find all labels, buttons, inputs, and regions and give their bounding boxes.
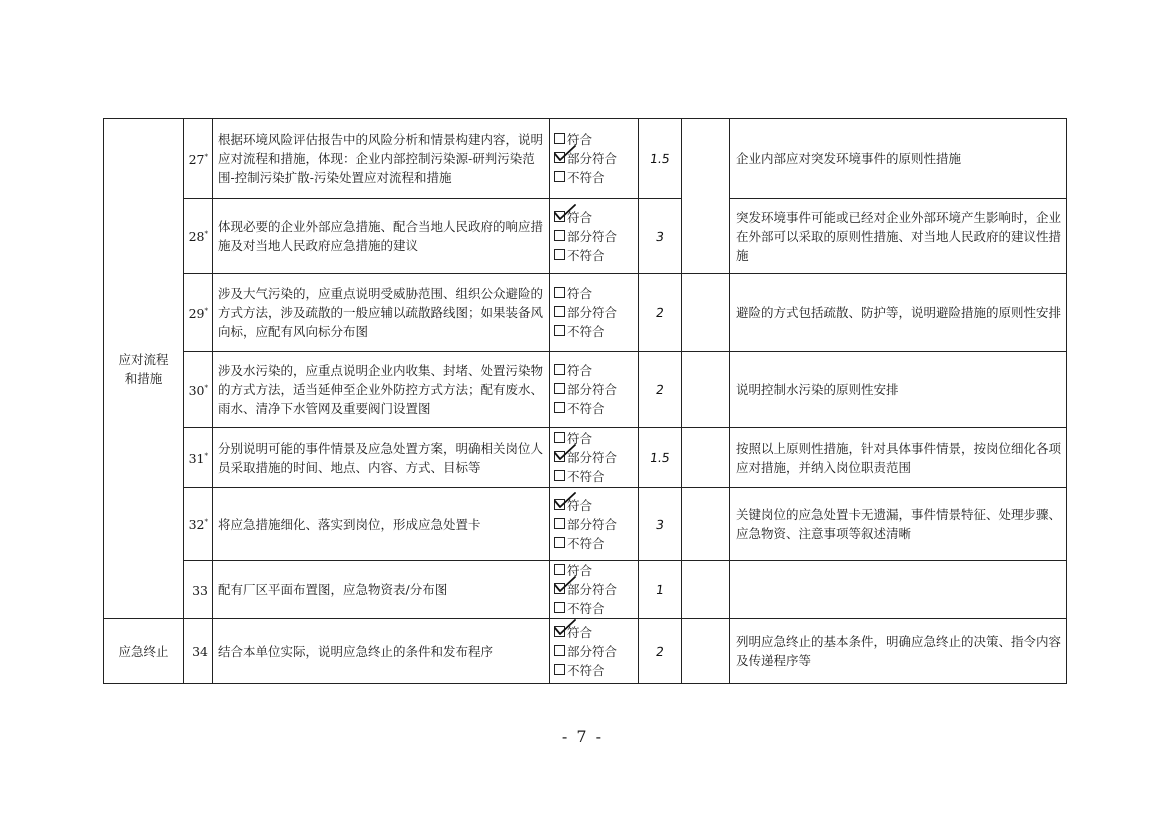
score-cell bbox=[639, 274, 682, 352]
option-label: 不符合 bbox=[567, 247, 605, 263]
option-item bbox=[554, 642, 638, 661]
option-item bbox=[554, 515, 638, 534]
option-label: 部分符合 bbox=[567, 228, 618, 244]
blank-cell bbox=[682, 352, 730, 428]
item-number: 29 bbox=[188, 306, 205, 322]
item-number-marker: * bbox=[204, 518, 208, 527]
option-item bbox=[554, 580, 638, 599]
item-number-cell bbox=[184, 274, 213, 352]
requirement-cell bbox=[213, 199, 550, 274]
table-row bbox=[104, 488, 1067, 561]
handwritten-score: 1.5 bbox=[648, 151, 671, 166]
table-row bbox=[104, 619, 1067, 684]
checkbox[interactable] bbox=[554, 383, 565, 394]
note-text: 避险的方式包括疏散、防护等，说明避险措施的原则性安排 bbox=[736, 305, 1062, 320]
option-label: 不符合 bbox=[567, 401, 605, 416]
handwritten-score: 2 bbox=[654, 305, 666, 320]
options-cell bbox=[550, 199, 639, 274]
item-number: 34 bbox=[192, 644, 208, 660]
blank-cell bbox=[682, 561, 730, 619]
note-cell bbox=[730, 274, 1067, 352]
option-item bbox=[554, 380, 638, 399]
item-number: 31 bbox=[188, 451, 205, 467]
table-row bbox=[104, 428, 1067, 488]
option-label: 部分符合 bbox=[567, 516, 618, 532]
option-item bbox=[554, 361, 638, 380]
checkbox[interactable] bbox=[554, 537, 565, 548]
requirement-cell bbox=[213, 274, 550, 352]
option-label: 部分符合 bbox=[567, 382, 618, 397]
option-label: 部分符合 bbox=[567, 151, 618, 166]
option-item bbox=[554, 227, 638, 246]
handwritten-score: 2 bbox=[654, 382, 666, 397]
checked-checkbox[interactable] bbox=[554, 583, 565, 594]
option-item bbox=[554, 399, 638, 418]
requirement-text: 体现必要的企业外部应急措施、配合当地人民政府的响应措施及对当地人民政府应急措施的建议 bbox=[218, 219, 544, 253]
note-text: 企业内部应对突发环境事件的原则性措施 bbox=[736, 151, 962, 166]
requirement-cell bbox=[213, 488, 550, 561]
item-number-marker: * bbox=[204, 383, 208, 392]
option-item bbox=[554, 246, 638, 265]
handwritten-score: 1.5 bbox=[648, 450, 671, 465]
item-number: 27 bbox=[188, 152, 205, 168]
options-cell bbox=[550, 428, 639, 488]
option-label: 符合 bbox=[567, 132, 593, 147]
item-number-marker: * bbox=[204, 451, 208, 460]
note-cell bbox=[730, 428, 1067, 488]
option-item bbox=[554, 284, 638, 303]
checkbox[interactable] bbox=[554, 470, 565, 481]
requirement-text: 分别说明可能的事件情景及应急处置方案，明确相关岗位人员采取措施的时间、地点、内容、方式、目标等 bbox=[218, 440, 544, 475]
requirement-cell bbox=[213, 561, 550, 619]
page-number: - 7 - bbox=[561, 727, 604, 746]
options-cell bbox=[550, 619, 639, 684]
item-number: 30 bbox=[188, 383, 205, 399]
option-item bbox=[554, 623, 638, 642]
note-cell bbox=[730, 199, 1067, 274]
score-cell bbox=[639, 199, 682, 274]
item-number-cell bbox=[184, 561, 213, 619]
checked-checkbox[interactable] bbox=[554, 152, 565, 163]
note-text: 按照以上原则性措施，针对具体事件情景，按岗位细化各项应对措施，并纳入岗位职责范围 bbox=[736, 440, 1062, 475]
checked-checkbox[interactable] bbox=[554, 211, 565, 222]
option-label: 部分符合 bbox=[567, 305, 618, 320]
checkbox[interactable] bbox=[554, 287, 565, 298]
item-number-marker: * bbox=[204, 152, 208, 161]
checkbox[interactable] bbox=[554, 602, 565, 613]
checkbox[interactable] bbox=[554, 133, 565, 144]
option-label: 符合 bbox=[567, 363, 593, 378]
requirement-text: 涉及大气污染的，应重点说明受威胁范围、组织公众避险的方式方法，涉及疏散的一般应辅以疏散路线图；如果装备风向标，应配有风向标分布图 bbox=[218, 286, 544, 339]
note-text: 列明应急终止的基本条件，明确应急终止的决策、指令内容及传递程序等 bbox=[736, 634, 1062, 668]
note-cell bbox=[730, 488, 1067, 561]
option-label: 符合 bbox=[567, 209, 593, 225]
table-row bbox=[104, 274, 1067, 352]
score-cell bbox=[639, 119, 682, 199]
option-item bbox=[554, 467, 638, 486]
options-cell bbox=[550, 274, 639, 352]
checkbox[interactable] bbox=[554, 402, 565, 413]
checkbox[interactable] bbox=[554, 249, 565, 260]
checkbox[interactable] bbox=[554, 645, 565, 656]
requirement-cell bbox=[213, 428, 550, 488]
requirement-cell bbox=[213, 119, 550, 199]
note-text: 突发环境事件可能或已经对企业外部环境产生影响时，企业在外部可以采取的原则性措施、对当地人民政府的建议性措施 bbox=[736, 209, 1062, 263]
item-number: 33 bbox=[192, 583, 208, 599]
blank-cell bbox=[682, 488, 730, 561]
option-label: 符合 bbox=[567, 624, 593, 640]
score-cell bbox=[639, 488, 682, 561]
options-cell bbox=[550, 119, 639, 199]
options-cell bbox=[550, 488, 639, 561]
item-number-marker: * bbox=[204, 306, 208, 315]
option-label: 部分符合 bbox=[567, 450, 618, 465]
option-label: 不符合 bbox=[567, 324, 605, 339]
option-label: 符合 bbox=[567, 431, 593, 446]
category-cell bbox=[104, 119, 184, 619]
option-label: 不符合 bbox=[567, 170, 605, 185]
option-item bbox=[554, 322, 638, 341]
option-item bbox=[554, 534, 638, 553]
requirement-cell bbox=[213, 619, 550, 684]
options-cell bbox=[550, 352, 639, 428]
category-cell bbox=[104, 619, 184, 684]
blank-cell bbox=[682, 619, 730, 684]
note-text: 关键岗位的应急处置卡无遗漏，事件情景特征、处理步骤、应急物资、注意事项等叙述清晰 bbox=[736, 507, 1062, 541]
option-label: 不符合 bbox=[567, 535, 605, 551]
item-number-cell bbox=[184, 428, 213, 488]
option-item bbox=[554, 168, 638, 187]
score-cell bbox=[639, 428, 682, 488]
checkbox[interactable] bbox=[554, 306, 565, 317]
option-item bbox=[554, 208, 638, 227]
table-row bbox=[104, 352, 1067, 428]
note-cell bbox=[730, 352, 1067, 428]
checkbox[interactable] bbox=[554, 432, 565, 443]
table-row bbox=[104, 561, 1067, 619]
option-label: 符合 bbox=[567, 563, 593, 578]
handwritten-score: 1 bbox=[654, 582, 666, 597]
option-item bbox=[554, 149, 638, 168]
option-label: 符合 bbox=[567, 286, 593, 301]
checkbox[interactable] bbox=[554, 664, 565, 675]
handwritten-score: 3 bbox=[654, 516, 666, 532]
score-cell bbox=[639, 561, 682, 619]
checked-checkbox[interactable] bbox=[554, 626, 565, 637]
option-label: 部分符合 bbox=[567, 643, 618, 659]
blank-cell bbox=[682, 119, 730, 274]
option-item bbox=[554, 661, 638, 680]
requirement-text: 结合本单位实际，说明应急终止的条件和发布程序 bbox=[218, 643, 494, 659]
item-number: 32 bbox=[188, 517, 205, 533]
requirement-text: 根据环境风险评估报告中的风险分析和情景构建内容，说明应对流程和措施，体现：企业内部控制污染源-研判污染范围-控制污染扩散-污染处置应对流程和措施 bbox=[218, 132, 544, 185]
note-cell bbox=[730, 119, 1067, 199]
table-row bbox=[104, 199, 1067, 274]
option-item bbox=[554, 496, 638, 515]
checked-checkbox[interactable] bbox=[554, 451, 565, 462]
checkbox[interactable] bbox=[554, 364, 565, 375]
checkbox[interactable] bbox=[554, 564, 565, 575]
category-label: 应急终止 bbox=[118, 643, 169, 659]
item-number-cell bbox=[184, 352, 213, 428]
item-number-cell bbox=[184, 619, 213, 684]
note-cell bbox=[730, 561, 1067, 619]
requirement-cell bbox=[213, 352, 550, 428]
item-number: 28 bbox=[188, 229, 205, 245]
note-text: 说明控制水污染的原则性安排 bbox=[736, 382, 899, 397]
option-item bbox=[554, 599, 638, 618]
item-number-marker: * bbox=[204, 230, 208, 239]
requirement-text: 配有厂区平面布置图，应急物资表/分布图 bbox=[218, 582, 448, 597]
checked-checkbox[interactable] bbox=[554, 499, 565, 510]
option-label: 符合 bbox=[567, 497, 593, 513]
score-cell bbox=[639, 352, 682, 428]
checkbox[interactable] bbox=[554, 325, 565, 336]
checkbox[interactable] bbox=[554, 518, 565, 529]
requirement-text: 将应急措施细化、落实到岗位，形成应急处置卡 bbox=[218, 516, 481, 532]
item-number-cell bbox=[184, 199, 213, 274]
option-label: 不符合 bbox=[567, 662, 605, 678]
requirement-text: 涉及水污染的，应重点说明企业内收集、封堵、处置污染物的方式方法，适当延伸至企业外防控方式方法；配有废水、雨水、清净下水管网及重要阀门设置图 bbox=[218, 363, 544, 416]
score-cell bbox=[639, 619, 682, 684]
item-number-cell bbox=[184, 119, 213, 199]
option-label: 不符合 bbox=[567, 469, 605, 484]
table-row bbox=[104, 119, 1067, 199]
checkbox[interactable] bbox=[554, 171, 565, 182]
option-label: 部分符合 bbox=[567, 582, 618, 597]
option-label: 不符合 bbox=[567, 601, 605, 616]
note-cell bbox=[730, 619, 1067, 684]
blank-cell bbox=[682, 428, 730, 488]
checkbox[interactable] bbox=[554, 230, 565, 241]
item-number-cell bbox=[184, 488, 213, 561]
category-label: 应对流程和措施 bbox=[118, 351, 169, 386]
handwritten-score: 3 bbox=[654, 228, 666, 244]
option-item bbox=[554, 448, 638, 467]
options-cell bbox=[550, 561, 639, 619]
evaluation-table bbox=[103, 118, 1067, 684]
option-item bbox=[554, 303, 638, 322]
handwritten-score: 2 bbox=[654, 643, 666, 659]
blank-cell bbox=[682, 274, 730, 352]
